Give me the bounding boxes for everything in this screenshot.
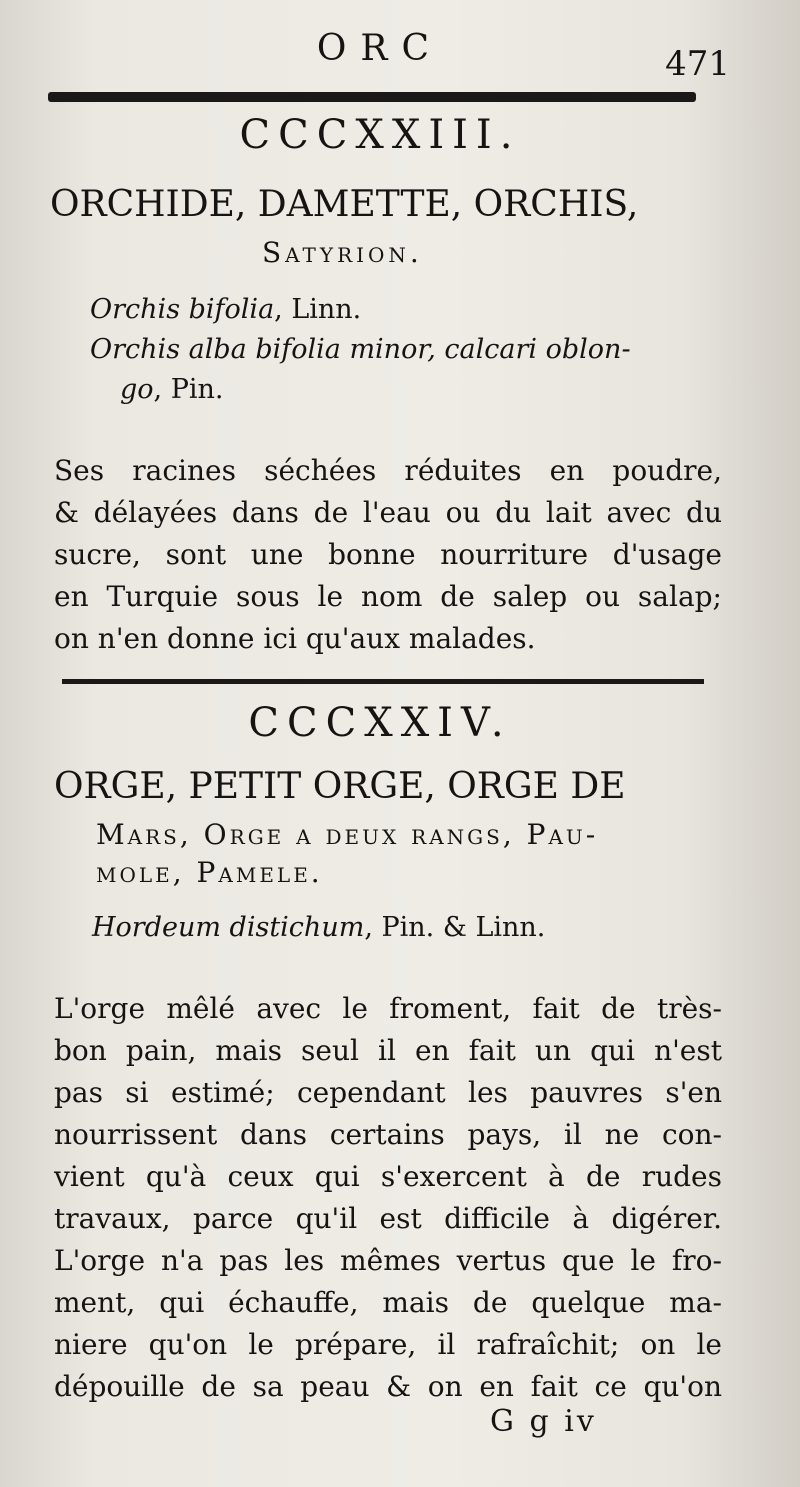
signature-mark: G g iv (490, 1404, 597, 1439)
body-text-line: sucre, sont une bonne nourriture d'usage (54, 538, 722, 571)
body-text-line: L'orge mêlé avec le froment, fait de très- (54, 992, 722, 1025)
botanical-synonym (92, 912, 545, 943)
body-text-line: vient qu'à ceux qui s'exercent à de rudes (54, 1160, 722, 1193)
botanical-synonym-continued (120, 374, 224, 405)
body-text-line: en Turquie sous le nom de salep ou salap; (54, 580, 722, 613)
entry-title-continued: Mars, Orge a deux rangs, Pau- (96, 818, 599, 851)
synonym-authority: , Pin. & Linn. (364, 912, 546, 943)
botanical-synonym (90, 294, 361, 325)
body-text-line: nourrissent dans certains pays, il ne con- (54, 1118, 722, 1151)
body-text-line: dépouille de sa peau & on en fait ce qu'on (54, 1370, 722, 1403)
header-rule (48, 92, 696, 102)
botanical-synonym: Orchis alba bifolia minor, calcari oblon- (90, 334, 631, 365)
synonym-name: Hordeum distichum (92, 912, 365, 943)
section-rule (62, 679, 704, 684)
entry-number: CCCXXIII. (239, 112, 521, 158)
body-text-line: & délayées dans de l'eau ou du lait avec du (54, 496, 722, 529)
body-text-line: ment, qui échauffe, mais de quelque ma- (54, 1286, 722, 1319)
running-head: ORC (316, 28, 444, 69)
body-text-line: on n'en donne ici qu'aux malades. (54, 622, 536, 655)
synonym-name: Orchis bifolia (90, 294, 275, 325)
entry-title-continued: Satyrion. (262, 236, 423, 269)
synonym-name: go (120, 374, 154, 405)
entry-title-continued: mole, Pamele. (96, 856, 323, 889)
entry-number: CCCXXIV. (248, 700, 512, 746)
entry-title: ORCHIDE, DAMETTE, ORCHIS, (50, 184, 639, 225)
body-text-line: L'orge n'a pas les mêmes vertus que le fro- (54, 1244, 722, 1277)
body-text-line: Ses racines séchées réduites en poudre, (54, 454, 722, 487)
entry-title: ORGE, PETIT ORGE, ORGE DE (54, 766, 626, 807)
body-text-line: pas si estimé; cependant les pauvres s'en (54, 1076, 722, 1109)
body-text-line: travaux, parce qu'il est difficile à digérer. (54, 1202, 722, 1235)
page-number: 471 (665, 44, 730, 84)
body-text-line: bon pain, mais seul il en fait un qui n'est (54, 1034, 722, 1067)
body-text-line: niere qu'on le prépare, il rafraîchit; on le (54, 1328, 722, 1361)
synonym-authority: , Linn. (274, 294, 362, 325)
synonym-authority: , Pin. (153, 374, 224, 405)
